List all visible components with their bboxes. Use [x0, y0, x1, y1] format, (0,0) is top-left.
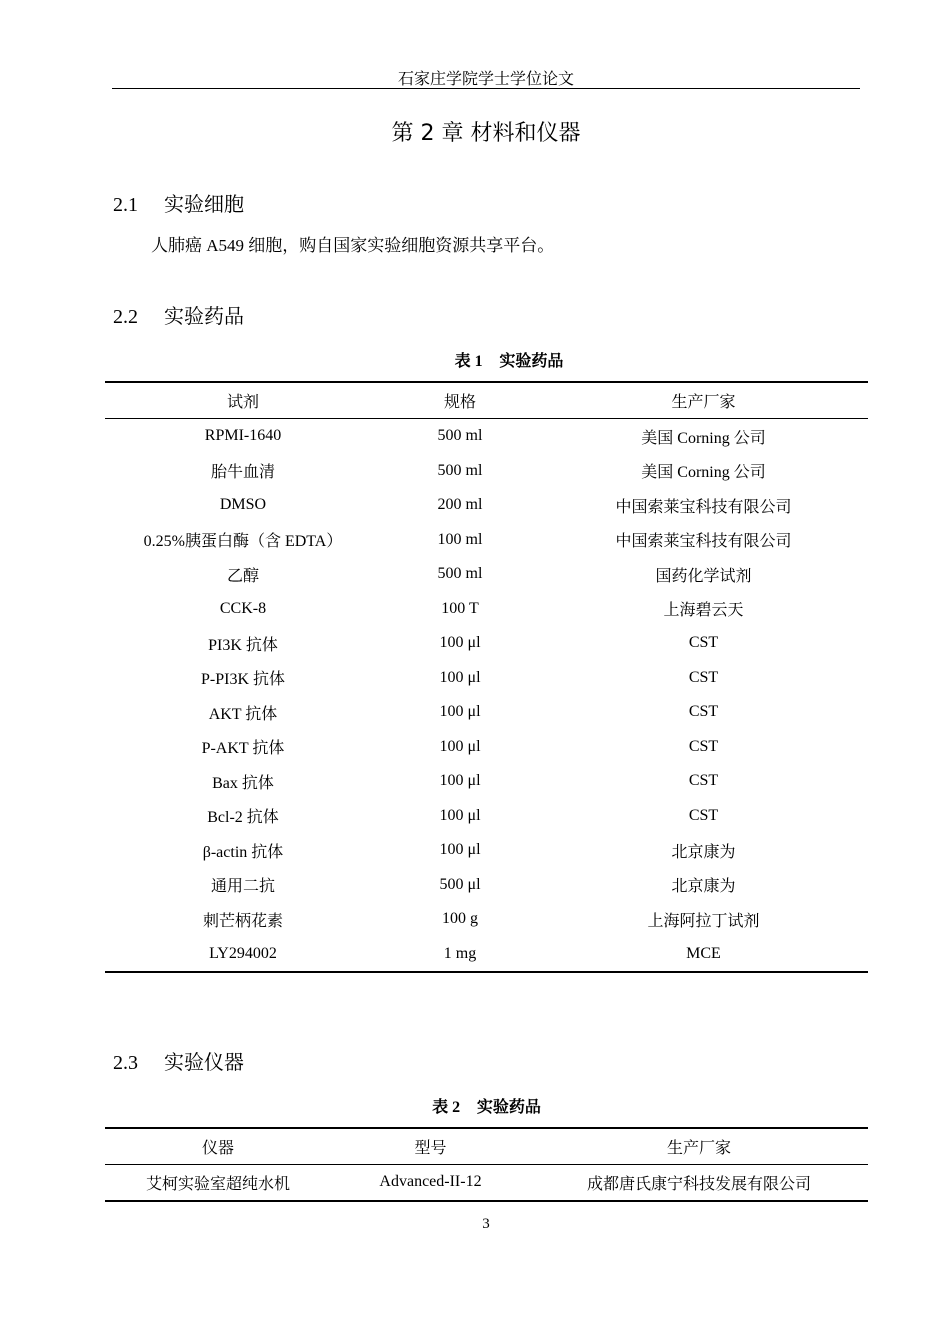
table-cell: 500 μl: [439, 875, 481, 893]
table-cell: 100 μl: [439, 841, 481, 859]
table-cell: 100 μl: [439, 806, 481, 824]
table-cell: 中国索莱宝科技有限公司: [615, 533, 792, 551]
section-2-2-heading: [113, 300, 244, 329]
table-header-row: [105, 1128, 868, 1165]
table-cell: Bax 抗体: [212, 774, 274, 792]
table-cell: 1 mg: [443, 944, 477, 962]
table-row: [105, 868, 868, 903]
table-cell: P-AKT 抗体: [201, 740, 285, 758]
column-header: 生产厂家: [539, 382, 868, 419]
table-cell: CST: [688, 806, 719, 824]
table-cell: Bcl-2 抗体: [207, 809, 279, 827]
section-number: 2.1: [113, 194, 138, 216]
table-cell: 200 ml: [437, 496, 483, 514]
table-row: [105, 833, 868, 868]
column-header: 生产厂家: [530, 1128, 868, 1165]
table-cell: 上海阿拉丁试剂: [647, 912, 760, 930]
table-cell: 中国索莱宝科技有限公司: [615, 498, 792, 516]
instruments-table: [105, 1127, 868, 1202]
table-cell: PI3K 抗体: [208, 636, 278, 654]
table-cell: CST: [688, 634, 719, 652]
section-number: 2.3: [113, 1052, 138, 1074]
table-cell: 乙醇: [226, 567, 259, 585]
table-cell: 北京康为: [671, 878, 736, 896]
section-title: 实验仪器: [164, 1050, 244, 1074]
table-cell: AKT 抗体: [208, 705, 278, 723]
table-row: [105, 626, 868, 661]
table2-caption-title: 实验药品: [476, 1097, 541, 1116]
table-cell: P-PI3K 抗体: [200, 671, 285, 689]
table-cell: 美国 Corning 公司: [641, 429, 766, 447]
section-2-1-heading: [113, 188, 244, 217]
table-row: [105, 730, 868, 765]
table1-caption-number: 表 1: [454, 353, 483, 370]
table-row: [105, 902, 868, 937]
table-cell: 100 ml: [437, 530, 483, 548]
table-cell: 100 μl: [439, 668, 481, 686]
running-header: 石家庄学院学士学位论文: [397, 71, 574, 88]
column-header: 型号: [331, 1128, 530, 1165]
section-title: 实验药品: [164, 304, 244, 328]
chapter-title: 第 2 章 材料和仪器: [391, 121, 581, 146]
table-row: [105, 695, 868, 730]
table-cell: 100 μl: [439, 772, 481, 790]
table-cell: 0.25%胰蛋白酶（含 EDTA）: [143, 533, 343, 551]
table-cell: CST: [688, 772, 719, 790]
table-cell: MCE: [686, 944, 721, 962]
table-cell: LY294002: [209, 944, 277, 962]
column-header: 规格: [381, 382, 539, 419]
table-row: [105, 764, 868, 799]
header-rule: [112, 88, 860, 89]
table-cell: 100 μl: [439, 737, 481, 755]
table-header-row: [105, 382, 868, 419]
table-cell: RPMI-1640: [204, 427, 282, 445]
table1-caption-title: 实验药品: [499, 351, 564, 370]
table-row: [105, 1165, 868, 1201]
table-cell: 500 ml: [437, 461, 483, 479]
section-2-3-heading: [113, 1046, 244, 1075]
table2-caption: [105, 1094, 868, 1117]
table-cell: CCK-8: [219, 599, 267, 617]
table-cell: 北京康为: [671, 843, 736, 861]
table-cell: 上海碧云天: [663, 602, 744, 620]
table-row: [105, 523, 868, 558]
table-row: [105, 592, 868, 627]
page-number: 3: [482, 1216, 490, 1232]
table-cell: CST: [688, 703, 719, 721]
table-cell: CST: [688, 668, 719, 686]
table-cell: 美国 Corning 公司: [641, 464, 766, 482]
column-header: 试剂: [105, 382, 381, 419]
table-cell: DMSO: [219, 496, 267, 514]
table-cell: 艾柯实验室超纯水机: [145, 1175, 290, 1193]
table-cell: 成都唐氏康宁科技发展有限公司: [586, 1175, 811, 1193]
table-cell: 国药化学试剂: [655, 567, 752, 585]
table-cell: Advanced-II-12: [379, 1173, 482, 1191]
table-cell: 刺芒柄花素: [202, 912, 283, 930]
table-cell: 100 μl: [439, 703, 481, 721]
table-cell: 100 g: [442, 910, 478, 928]
section-number: 2.2: [113, 306, 138, 328]
table-cell: 100 μl: [439, 634, 481, 652]
table2-caption-number: 表 2: [432, 1099, 461, 1116]
table-cell: CST: [688, 737, 719, 755]
table-row: [105, 419, 868, 454]
column-header: 仪器: [105, 1128, 331, 1165]
reagents-table: [105, 381, 868, 973]
table-cell: 500 ml: [437, 427, 483, 445]
table-cell: β-actin 抗体: [202, 843, 284, 861]
table-row: [105, 937, 868, 973]
table-cell: 100 T: [441, 599, 479, 617]
table-row: [105, 488, 868, 523]
table-row: [105, 661, 868, 696]
table-cell: 500 ml: [437, 565, 483, 583]
table-cell: 通用二抗: [210, 878, 275, 896]
table1-caption: [105, 348, 913, 371]
section-title: 实验细胞: [164, 192, 244, 216]
table-cell: 胎牛血清: [210, 464, 275, 482]
table-row: [105, 454, 868, 489]
table-row: [105, 557, 868, 592]
table-row: [105, 799, 868, 834]
cells-paragraph: 人肺癌 A549 细胞，购自国家实验细胞资源共享平台。: [151, 236, 555, 255]
